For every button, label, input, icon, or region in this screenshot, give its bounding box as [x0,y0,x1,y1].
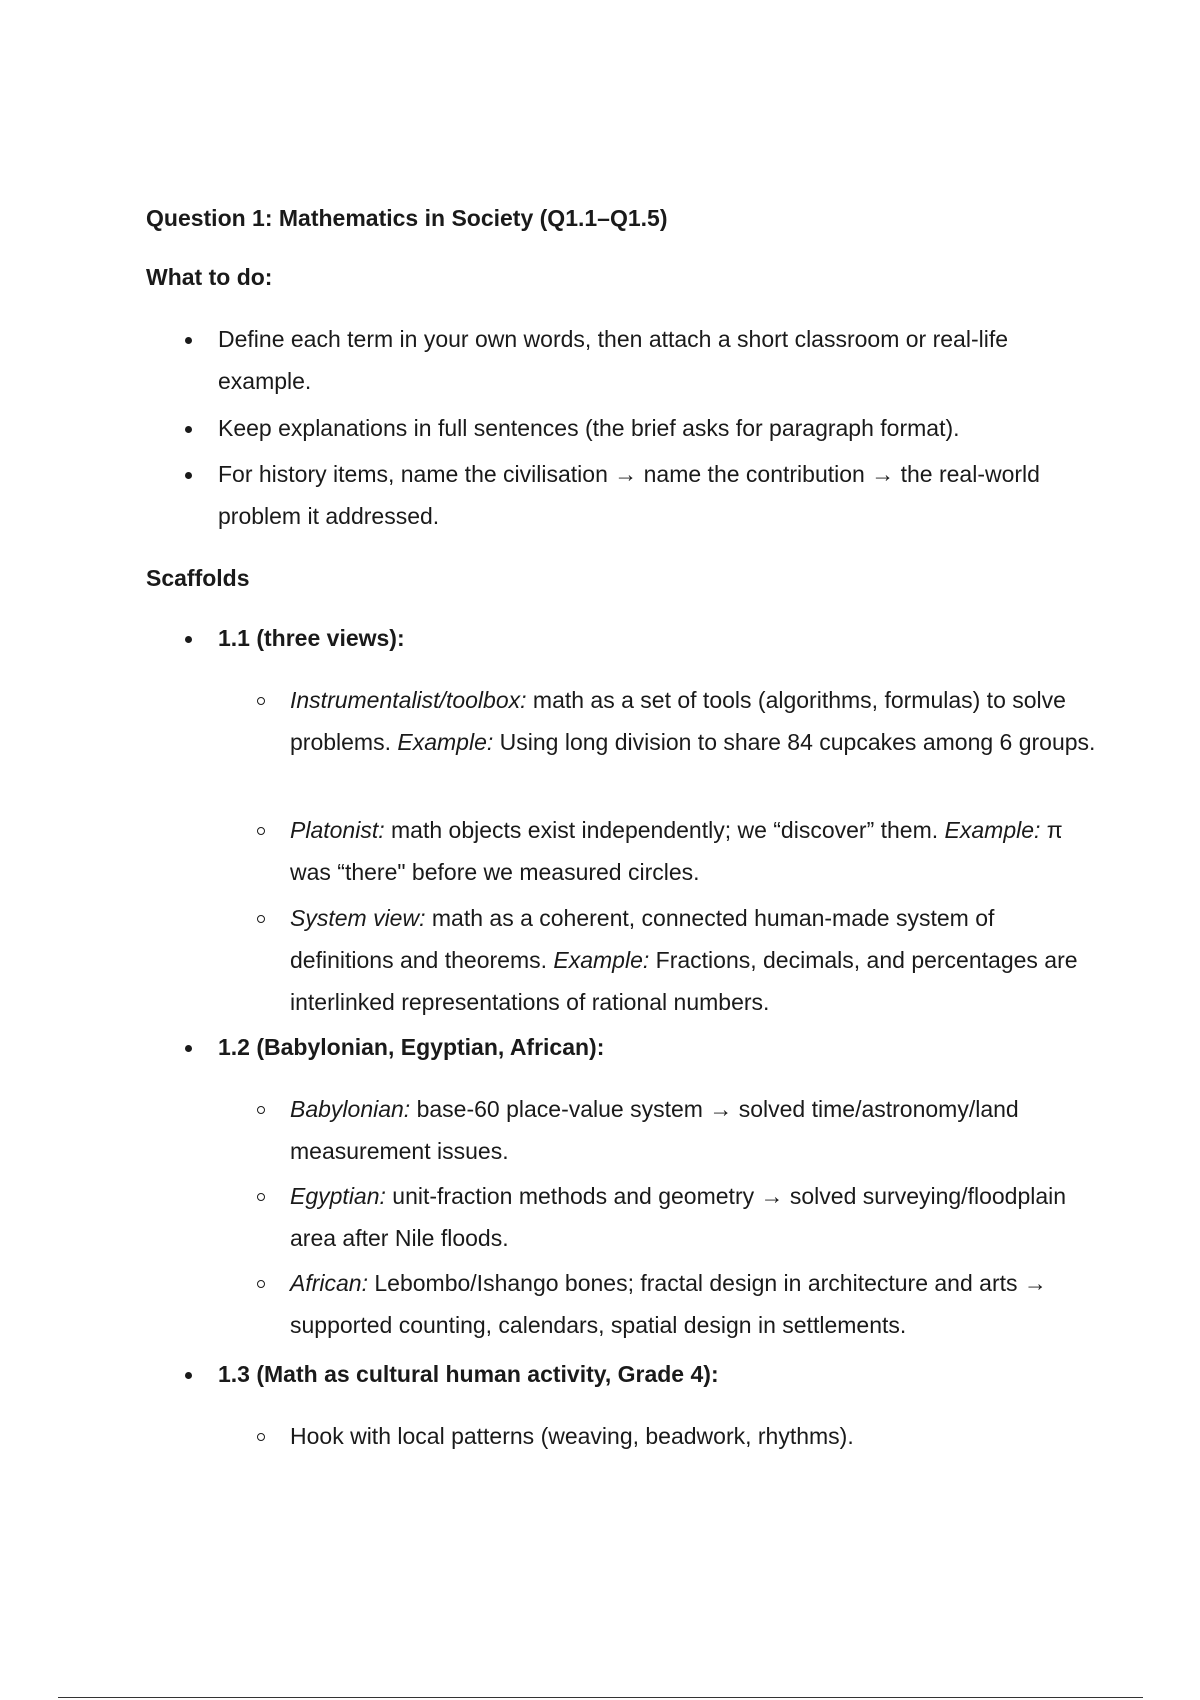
bullet-icon [182,1042,194,1054]
example-text: π was “there" before we measured circles. [290,817,1063,885]
bullet-icon [182,334,194,346]
question-title: Question 1: Mathematics in Society (Q1.1–Q1.5) [146,205,668,231]
what-to-do-item-2: Keep explanations in full sentences (the brief asks for paragraph format). [218,415,960,441]
term-label: Egyptian: [290,1183,386,1209]
scaffold-1-1-label: 1.1 (three views): [218,625,405,651]
example-label: Example: [397,729,494,755]
hollow-bullet-icon [255,913,267,925]
bullet-icon [182,423,194,435]
term-text: base-60 place-value system → solved time/astronomy/land measurement issues. [290,1096,1019,1164]
example-text: Fractions, decimals, and percentages are interlinked representations of rational numbers. [290,947,1078,1015]
term-text: math as a set of tools (algorithms, formulas) to solve problems. [290,687,1066,755]
egyptian-item [290,1175,1100,1259]
hollow-bullet-icon [255,1431,267,1443]
african-item [290,1262,1100,1346]
instrumentalist-item [290,679,1100,763]
term-text: unit-fraction methods and geometry → solved surveying/floodplain area after Nile floods. [290,1183,1067,1251]
what-to-do-item-1: Define each term in your own words, then attach a short classroom or real-life example. [218,326,1009,394]
bullet-icon [182,1369,194,1381]
example-text: Using long division to share 84 cupcakes among 6 groups. [493,729,1096,755]
example-label: Example: [944,817,1041,843]
term-label: African: [290,1270,368,1296]
hollow-bullet-icon [255,1104,267,1116]
scaffold-1-2-label: 1.2 (Babylonian, Egyptian, African): [218,1034,605,1060]
term-text: math as a coherent, connected human-made system of definitions and theorems. [290,905,995,973]
what-to-do-item-3: For history items, name the civilisation → name the contribution → the real-world problem it addressed. [218,461,1040,529]
term-label: Babylonian: [290,1096,411,1122]
platonist-item [290,809,1100,893]
cultural-hook-item: Hook with local patterns (weaving, beadwork, rhythms). [290,1423,854,1449]
term-label: System view: [290,905,426,931]
hollow-bullet-icon [255,1191,267,1203]
bullet-icon [182,469,194,481]
example-label: Example: [553,947,650,973]
term-text: Lebombo/Ishango bones; fractal design in architecture and arts → supported counting, calendars, spatial design in settlements. [290,1270,1047,1338]
hollow-bullet-icon [255,1278,267,1290]
term-label: Instrumentalist/toolbox: [290,687,527,713]
babylonian-item [290,1088,1100,1172]
footer-divider [58,1697,1143,1698]
system-view-item [290,897,1100,1023]
what-to-do-heading: What to do: [146,264,273,290]
hollow-bullet-icon [255,825,267,837]
scaffolds-heading: Scaffolds [146,565,250,591]
scaffold-1-3-label: 1.3 (Math as cultural human activity, Grade 4): [218,1361,719,1387]
term-label: Platonist: [290,817,385,843]
hollow-bullet-icon [255,695,267,707]
term-text: math objects exist independently; we “discover” them. [384,817,945,843]
bullet-icon [182,633,194,645]
